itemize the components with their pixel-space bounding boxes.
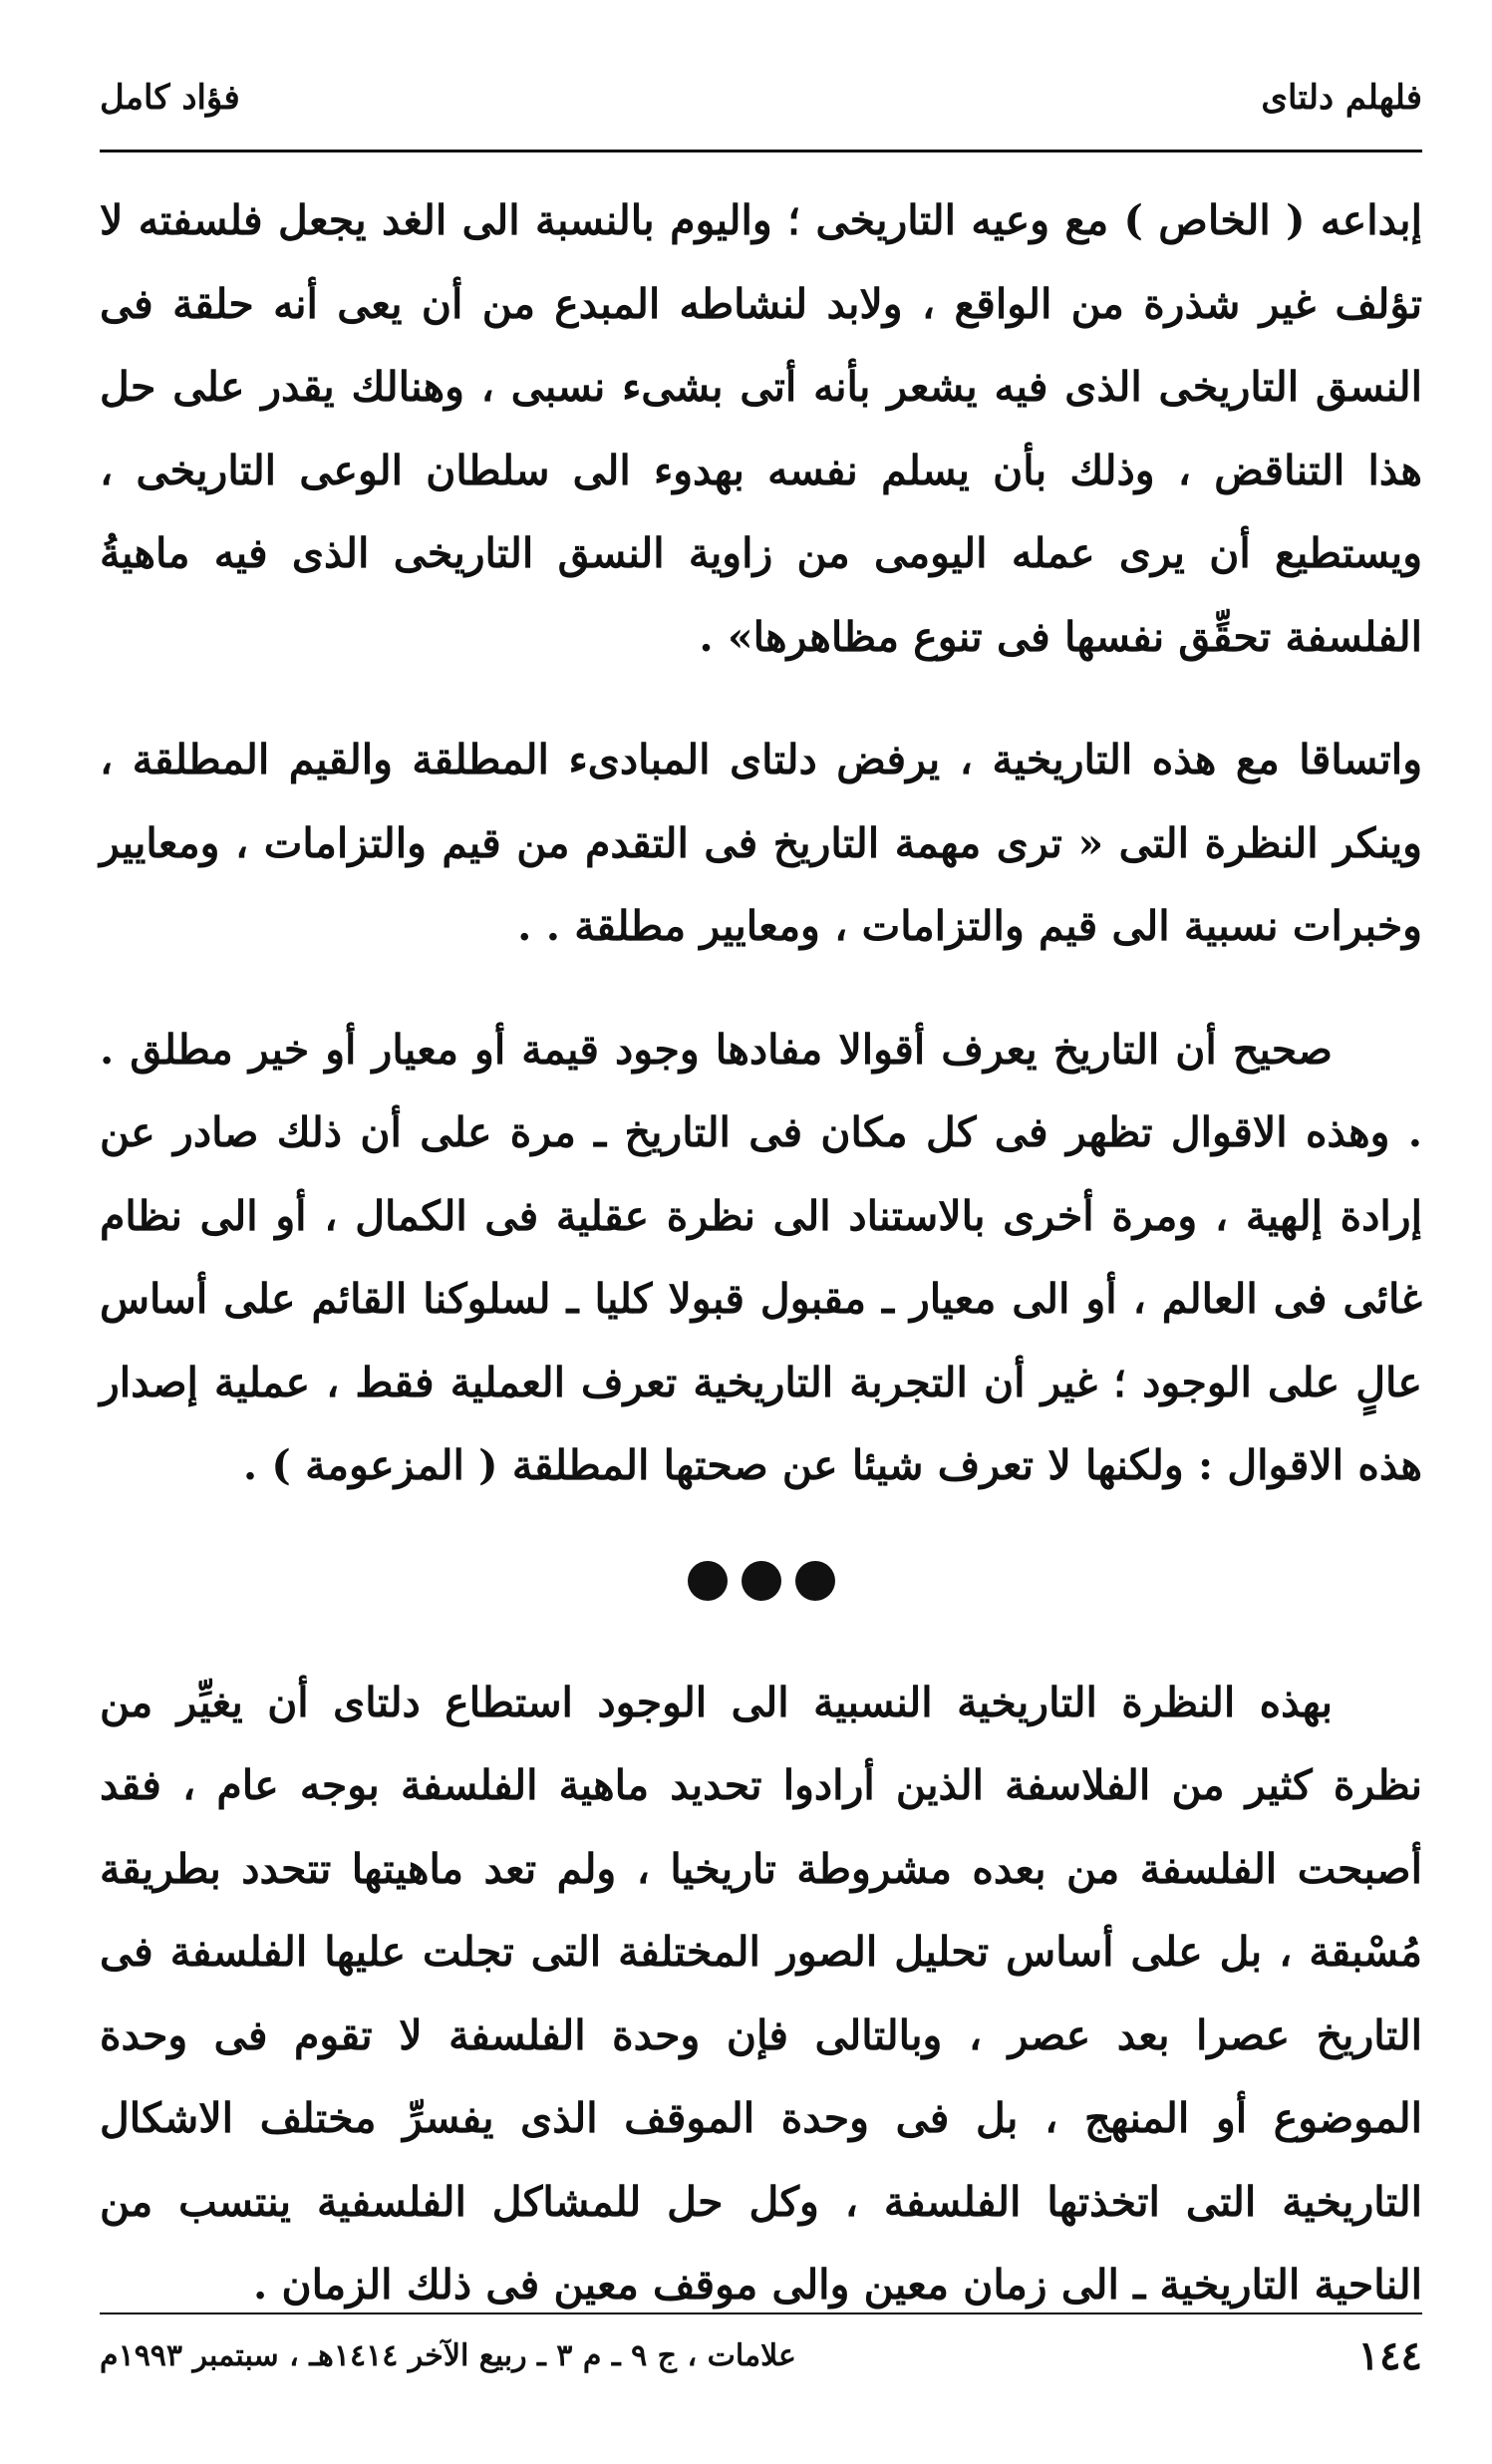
- footer-rule: [100, 2312, 1422, 2314]
- journal-citation: علامات ، ج ٩ ـ م ٣ ـ ربيع الآخر ١٤١٤هـ ، سبتمبر ١٩٩٣م: [100, 2338, 796, 2373]
- header-rule: [100, 150, 1422, 153]
- text-line: إصدار هذه الاقوال : ولكنها لا تعرف شيئا عن صحتها المطلقة ( المزعومة ) .: [100, 1358, 1422, 1489]
- text-line: واتساقا مع هذه التاريخية ، يرفض دلتاى المبادىء المطلقة والقيم المطلقة ،: [100, 736, 1422, 783]
- text-line: وحدة الموقف الذى يفسرِّ مختلف الاشكال التاريخية التى اتخذتها الفلسفة ، وكل: [100, 2094, 1422, 2226]
- text-line: غائى فى العالم ، أو الى معيار ـ مقبول قبولا كليا ـ لسلوكنا القائم على أساس: [100, 1275, 1422, 1323]
- paragraph-4: [100, 1662, 1422, 2327]
- running-header: [100, 78, 1422, 138]
- text-line: هذا التناقض ، وذلك بأن يسلم نفسه بهدوء الى سلطان الوعى التاريخى ،: [100, 446, 1422, 494]
- section-separator: [100, 1536, 1422, 1626]
- text-line: بهذه النظرة التاريخية النسبية الى الوجود استطاع دلتاى أن يغيِّر من نظرة: [100, 1678, 1422, 1809]
- text-line: لا تؤلف غير شذرة من الواقع ، ولابد لنشاطه المبدع من أن يعى أنه حلقة فى: [100, 196, 1422, 328]
- text-line: حل للمشاكل الفلسفية ينتسب من الناحية التاريخية ـ الى زمان معين والى: [100, 2177, 1422, 2309]
- text-line: عصر ، وبالتالى فإن وحدة الفلسفة لا تقوم فى وحدة الموضوع أو المنهج ، بل فى: [100, 2010, 1422, 2142]
- body-text: [100, 179, 1422, 2327]
- separator-dot-icon: [688, 1561, 728, 1601]
- text-line: كثير من الفلاسفة الذين أرادوا تحديد ماهية الفلسفة بوجه عام ، فقد أصبحت: [100, 1761, 1422, 1893]
- page-number: ١٤٤: [1357, 2332, 1422, 2379]
- text-line: ويستطيع أن يرى عمله اليومى من زاوية النسق التاريخى الذى فيه ماهيةُ: [100, 529, 1422, 577]
- separator-dot-icon: [742, 1561, 781, 1601]
- text-line: موقف معين فى ذلك الزمان .: [252, 2261, 758, 2309]
- text-line: النسق التاريخى الذى فيه يشعر بأنه أتى بشىء نسبى ، وهنالك يقدر على حل: [100, 363, 1422, 411]
- text-line: على أساس تحليل الصور المختلفة التى تجلت عليها الفلسفة فى التاريخ عصرا بعد: [100, 1928, 1422, 2059]
- text-line: وخبرات نسبية الى قيم والتزامات ، ومعايير مطلقة . .: [517, 902, 1422, 950]
- paragraph-1: [100, 179, 1422, 679]
- header-author-name: فؤاد كامل: [100, 78, 240, 118]
- page-footer: [100, 2332, 1422, 2392]
- text-line: الفلسفة من بعده مشروطة تاريخيا ، ولم تعد ماهيتها تتحدد بطريقة مُسْبقة ، بل: [100, 1844, 1422, 1976]
- text-line: الفلسفة تحقِّق نفسها فى تنوع مظاهرها» .: [699, 612, 1422, 661]
- text-line: عالٍ على الوجود ؛ غير أن التجربة التاريخية تعرف العملية فقط ، عملية: [213, 1358, 1422, 1406]
- header-book-title: فلهلم دلتاى: [1261, 78, 1422, 118]
- text-line: إبداعه ( الخاص ) مع وعيه التاريخى ؛ واليوم بالنسبة الى الغد يجعل فلسفته: [138, 196, 1422, 244]
- paragraph-2: [100, 719, 1422, 969]
- text-line: صحيح أن التاريخ يعرف أقوالا مفادها وجود قيمة أو معيار أو خير: [248, 1025, 1333, 1074]
- separator-dot-icon: [795, 1561, 835, 1601]
- text-line: وينكر النظرة التى « ترى مهمة التاريخ فى التقدم من قيم والتزامات ، ومعايير: [100, 818, 1422, 867]
- text-line: مطلق . . وهذه الاقوال تظهر فى كل مكان فى التاريخ ـ مرة على أن ذلك صادر: [100, 1025, 1422, 1156]
- text-line: عن إرادة إلهية ، ومرة أخرى بالاستناد الى نظرة عقلية فى الكمال ، أو الى نظام: [100, 1108, 1422, 1240]
- paragraph-3: [100, 1009, 1422, 1508]
